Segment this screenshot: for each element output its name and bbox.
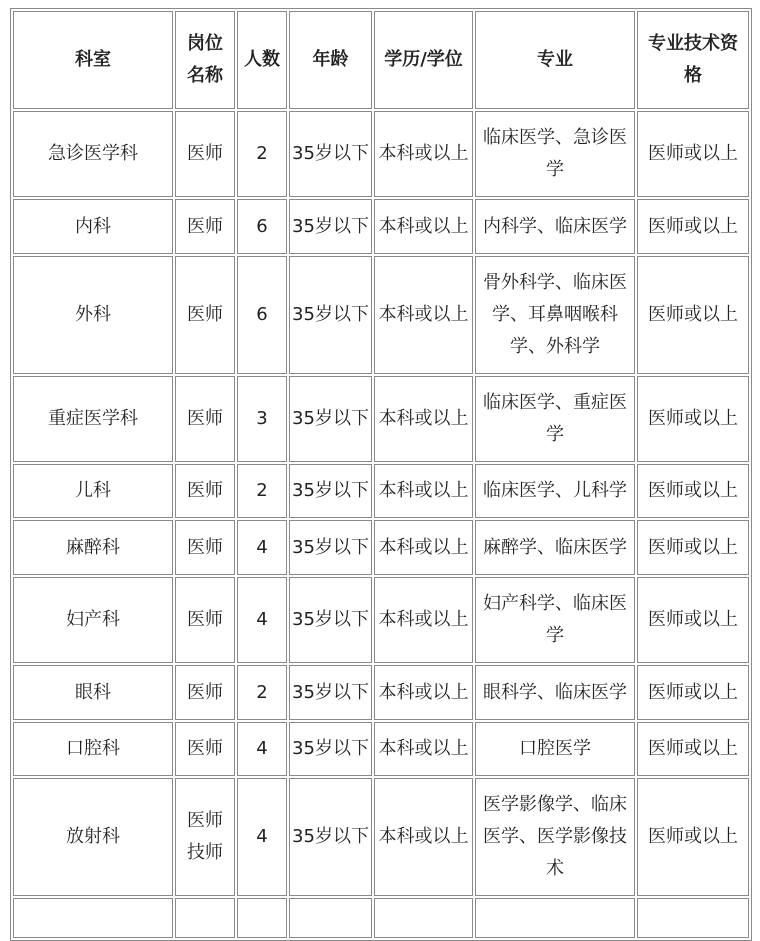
cell-position: 医师 (175, 520, 235, 575)
cell-empty (13, 898, 173, 938)
header-education: 学历/学位 (374, 11, 473, 109)
cell-dept: 内科 (13, 199, 173, 254)
cell-position: 医师 (175, 722, 235, 776)
cell-major: 眼科学、临床医学 (475, 665, 635, 720)
cell-dept: 放射科 (13, 778, 173, 896)
cell-dept: 眼科 (13, 665, 173, 720)
table-row (13, 256, 749, 374)
cell-count: 4 (237, 778, 287, 896)
cell-position-line1: 医师 (187, 810, 223, 831)
header-position-line1: 岗位 (187, 33, 223, 54)
cell-age: 35岁以下 (289, 111, 372, 197)
cell-position: 医师 (175, 577, 235, 663)
cell-empty (374, 898, 473, 938)
cell-qualification: 医师或以上 (637, 199, 749, 254)
cell-education: 本科或以上 (374, 464, 473, 518)
cell-empty (237, 898, 287, 938)
cell-major: 内科学、临床医学 (475, 199, 635, 254)
cell-position-line2: 技师 (187, 842, 223, 863)
cell-empty (175, 898, 235, 938)
cell-position: 医师 (175, 665, 235, 720)
cell-education: 本科或以上 (374, 111, 473, 197)
cell-major: 口腔医学 (475, 722, 635, 776)
cell-age: 35岁以下 (289, 778, 372, 896)
cell-count: 2 (237, 665, 287, 720)
cell-empty (289, 898, 372, 938)
header-position-line2: 名称 (187, 65, 223, 86)
table-row (13, 199, 749, 254)
cell-qualification: 医师或以上 (637, 665, 749, 720)
cell-count: 4 (237, 577, 287, 663)
cell-count: 6 (237, 256, 287, 374)
cell-age: 35岁以下 (289, 577, 372, 663)
header-position (175, 11, 235, 109)
cell-qualification: 医师或以上 (637, 464, 749, 518)
cell-age: 35岁以下 (289, 199, 372, 254)
cell-count: 4 (237, 520, 287, 575)
table-row (13, 520, 749, 575)
cell-empty (475, 898, 635, 938)
table-row (13, 778, 749, 896)
cell-dept: 急诊医学科 (13, 111, 173, 197)
cell-education: 本科或以上 (374, 520, 473, 575)
cell-dept: 麻醉科 (13, 520, 173, 575)
cell-position: 医师 (175, 111, 235, 197)
cell-dept: 妇产科 (13, 577, 173, 663)
cell-major: 临床医学、重症医学 (475, 376, 635, 462)
table-row (13, 665, 749, 720)
cell-education: 本科或以上 (374, 199, 473, 254)
header-major: 专业 (475, 11, 635, 109)
cell-position (175, 778, 235, 896)
cell-qualification: 医师或以上 (637, 256, 749, 374)
cell-age: 35岁以下 (289, 376, 372, 462)
cell-education: 本科或以上 (374, 778, 473, 896)
table-row (13, 376, 749, 462)
cell-qualification: 医师或以上 (637, 111, 749, 197)
cell-age: 35岁以下 (289, 520, 372, 575)
cell-qualification: 医师或以上 (637, 577, 749, 663)
cell-major: 麻醉学、临床医学 (475, 520, 635, 575)
cell-dept: 口腔科 (13, 722, 173, 776)
recruitment-table (10, 8, 752, 941)
cell-education: 本科或以上 (374, 256, 473, 374)
cell-education: 本科或以上 (374, 376, 473, 462)
cell-empty (637, 898, 749, 938)
cell-qualification: 医师或以上 (637, 376, 749, 462)
table-row (13, 464, 749, 518)
cell-count: 2 (237, 111, 287, 197)
cell-qualification: 医师或以上 (637, 778, 749, 896)
header-dept: 科室 (13, 11, 173, 109)
cell-position: 医师 (175, 256, 235, 374)
cell-dept: 外科 (13, 256, 173, 374)
cell-dept: 重症医学科 (13, 376, 173, 462)
header-age: 年龄 (289, 11, 372, 109)
cell-position: 医师 (175, 464, 235, 518)
cell-major: 骨外科学、临床医学、耳鼻咽喉科学、外科学 (475, 256, 635, 374)
cell-major: 妇产科学、临床医学 (475, 577, 635, 663)
table-header-row (13, 11, 749, 109)
table-row (13, 577, 749, 663)
cell-education: 本科或以上 (374, 577, 473, 663)
cell-count: 2 (237, 464, 287, 518)
cell-education: 本科或以上 (374, 722, 473, 776)
cell-age: 35岁以下 (289, 464, 372, 518)
cell-count: 6 (237, 199, 287, 254)
table-row (13, 111, 749, 197)
cell-dept: 儿科 (13, 464, 173, 518)
header-count: 人数 (237, 11, 287, 109)
cell-major: 临床医学、儿科学 (475, 464, 635, 518)
cell-count: 3 (237, 376, 287, 462)
cell-qualification: 医师或以上 (637, 520, 749, 575)
cell-education: 本科或以上 (374, 665, 473, 720)
cell-age: 35岁以下 (289, 256, 372, 374)
cell-age: 35岁以下 (289, 722, 372, 776)
table-row-partial (13, 898, 749, 938)
cell-qualification: 医师或以上 (637, 722, 749, 776)
cell-position: 医师 (175, 199, 235, 254)
cell-count: 4 (237, 722, 287, 776)
cell-major: 临床医学、急诊医学 (475, 111, 635, 197)
cell-age: 35岁以下 (289, 665, 372, 720)
table-row (13, 722, 749, 776)
header-qualification: 专业技术资格 (637, 11, 749, 109)
cell-position: 医师 (175, 376, 235, 462)
cell-major: 医学影像学、临床医学、医学影像技术 (475, 778, 635, 896)
